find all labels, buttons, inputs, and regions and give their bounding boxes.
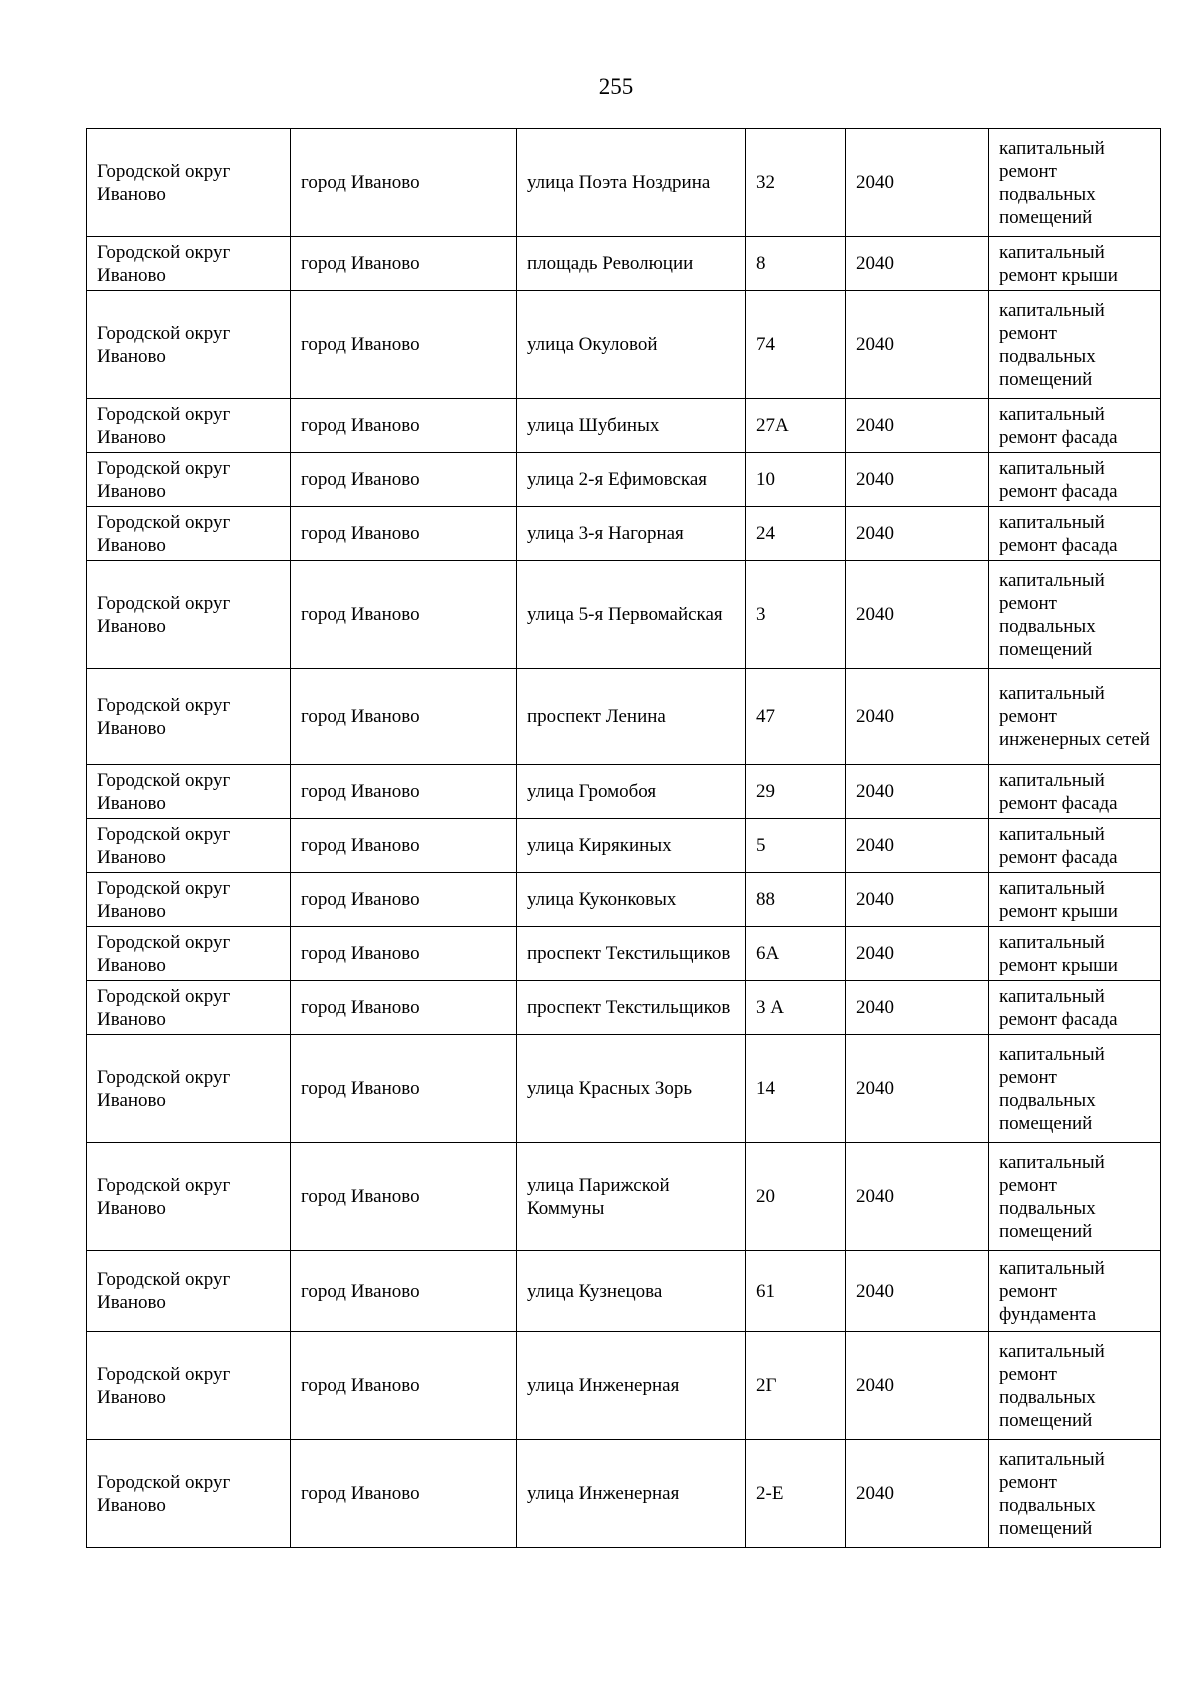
- table-row: [87, 399, 1161, 453]
- district-cell: Городской округ Иваново: [87, 819, 291, 873]
- work-type-cell: капитальный ремонт подвальных помещений: [989, 561, 1161, 669]
- work-type-cell: капитальный ремонт подвальных помещений: [989, 1440, 1161, 1548]
- district-cell: Городской округ Иваново: [87, 927, 291, 981]
- year-cell: 2040: [846, 453, 989, 507]
- work-type-cell: капитальный ремонт подвальных помещений: [989, 1035, 1161, 1143]
- year-cell: 2040: [846, 1332, 989, 1440]
- work-type-cell: капитальный ремонт фасада: [989, 981, 1161, 1035]
- district-cell: Городской округ Иваново: [87, 1143, 291, 1251]
- house-number-cell: 47: [746, 669, 846, 765]
- table-body: [87, 129, 1161, 1548]
- street-cell: проспект Ленина: [517, 669, 746, 765]
- year-cell: 2040: [846, 237, 989, 291]
- city-cell: город Иваново: [291, 765, 517, 819]
- table-row: [87, 873, 1161, 927]
- year-cell: 2040: [846, 981, 989, 1035]
- year-cell: 2040: [846, 561, 989, 669]
- district-cell: Городской округ Иваново: [87, 129, 291, 237]
- table-row: [87, 1332, 1161, 1440]
- work-type-cell: капитальный ремонт крыши: [989, 873, 1161, 927]
- house-number-cell: 24: [746, 507, 846, 561]
- table-row: [87, 1440, 1161, 1548]
- house-number-cell: 61: [746, 1251, 846, 1332]
- street-cell: площадь Революции: [517, 237, 746, 291]
- house-number-cell: 6А: [746, 927, 846, 981]
- table-row: [87, 453, 1161, 507]
- repair-schedule-table: [86, 128, 1161, 1548]
- work-type-cell: капитальный ремонт инженерных сетей: [989, 669, 1161, 765]
- district-cell: Городской округ Иваново: [87, 561, 291, 669]
- district-cell: Городской округ Иваново: [87, 765, 291, 819]
- street-cell: улица 2-я Ефимовская: [517, 453, 746, 507]
- city-cell: город Иваново: [291, 669, 517, 765]
- house-number-cell: 2Г: [746, 1332, 846, 1440]
- table-row: [87, 819, 1161, 873]
- work-type-cell: капитальный ремонт подвальных помещений: [989, 291, 1161, 399]
- street-cell: проспект Текстильщиков: [517, 981, 746, 1035]
- house-number-cell: 2-Е: [746, 1440, 846, 1548]
- house-number-cell: 14: [746, 1035, 846, 1143]
- city-cell: город Иваново: [291, 291, 517, 399]
- table-row: [87, 507, 1161, 561]
- work-type-cell: капитальный ремонт фундамента: [989, 1251, 1161, 1332]
- year-cell: 2040: [846, 1035, 989, 1143]
- city-cell: город Иваново: [291, 927, 517, 981]
- district-cell: Городской округ Иваново: [87, 453, 291, 507]
- year-cell: 2040: [846, 765, 989, 819]
- year-cell: 2040: [846, 873, 989, 927]
- year-cell: 2040: [846, 129, 989, 237]
- year-cell: 2040: [846, 1440, 989, 1548]
- year-cell: 2040: [846, 507, 989, 561]
- year-cell: 2040: [846, 819, 989, 873]
- city-cell: город Иваново: [291, 1440, 517, 1548]
- city-cell: город Иваново: [291, 507, 517, 561]
- year-cell: 2040: [846, 1251, 989, 1332]
- district-cell: Городской округ Иваново: [87, 981, 291, 1035]
- street-cell: улица Кирякиных: [517, 819, 746, 873]
- district-cell: Городской округ Иваново: [87, 1035, 291, 1143]
- city-cell: город Иваново: [291, 873, 517, 927]
- city-cell: город Иваново: [291, 1251, 517, 1332]
- table-row: [87, 927, 1161, 981]
- city-cell: город Иваново: [291, 1332, 517, 1440]
- house-number-cell: 20: [746, 1143, 846, 1251]
- work-type-cell: капитальный ремонт фасада: [989, 453, 1161, 507]
- street-cell: улица Окуловой: [517, 291, 746, 399]
- house-number-cell: 3 А: [746, 981, 846, 1035]
- year-cell: 2040: [846, 399, 989, 453]
- house-number-cell: 27А: [746, 399, 846, 453]
- city-cell: город Иваново: [291, 819, 517, 873]
- house-number-cell: 74: [746, 291, 846, 399]
- work-type-cell: капитальный ремонт фасада: [989, 819, 1161, 873]
- city-cell: город Иваново: [291, 453, 517, 507]
- table-row: [87, 129, 1161, 237]
- district-cell: Городской округ Иваново: [87, 873, 291, 927]
- year-cell: 2040: [846, 669, 989, 765]
- table-row: [87, 291, 1161, 399]
- year-cell: 2040: [846, 927, 989, 981]
- district-cell: Городской округ Иваново: [87, 669, 291, 765]
- street-cell: улица Поэта Ноздрина: [517, 129, 746, 237]
- street-cell: улица Инженерная: [517, 1440, 746, 1548]
- table-row: [87, 669, 1161, 765]
- work-type-cell: капитальный ремонт подвальных помещений: [989, 1332, 1161, 1440]
- house-number-cell: 3: [746, 561, 846, 669]
- city-cell: город Иваново: [291, 981, 517, 1035]
- district-cell: Городской округ Иваново: [87, 237, 291, 291]
- work-type-cell: капитальный ремонт фасада: [989, 507, 1161, 561]
- district-cell: Городской округ Иваново: [87, 399, 291, 453]
- street-cell: проспект Текстильщиков: [517, 927, 746, 981]
- house-number-cell: 88: [746, 873, 846, 927]
- district-cell: Городской округ Иваново: [87, 1440, 291, 1548]
- city-cell: город Иваново: [291, 1143, 517, 1251]
- street-cell: улица Шубиных: [517, 399, 746, 453]
- house-number-cell: 5: [746, 819, 846, 873]
- street-cell: улица Громобоя: [517, 765, 746, 819]
- street-cell: улица Красных Зорь: [517, 1035, 746, 1143]
- street-cell: улица Куконковых: [517, 873, 746, 927]
- house-number-cell: 8: [746, 237, 846, 291]
- work-type-cell: капитальный ремонт подвальных помещений: [989, 1143, 1161, 1251]
- district-cell: Городской округ Иваново: [87, 291, 291, 399]
- work-type-cell: капитальный ремонт крыши: [989, 237, 1161, 291]
- year-cell: 2040: [846, 291, 989, 399]
- house-number-cell: 10: [746, 453, 846, 507]
- table-row: [87, 765, 1161, 819]
- table-row: [87, 561, 1161, 669]
- street-cell: улица Парижской Коммуны: [517, 1143, 746, 1251]
- page-number: 255: [598, 74, 634, 99]
- city-cell: город Иваново: [291, 561, 517, 669]
- work-type-cell: капитальный ремонт фасада: [989, 399, 1161, 453]
- street-cell: улица Инженерная: [517, 1332, 746, 1440]
- city-cell: город Иваново: [291, 399, 517, 453]
- table-row: [87, 981, 1161, 1035]
- table-row: [87, 1035, 1161, 1143]
- street-cell: улица Кузнецова: [517, 1251, 746, 1332]
- table-row: [87, 1251, 1161, 1332]
- table-row: [87, 1143, 1161, 1251]
- city-cell: город Иваново: [291, 237, 517, 291]
- district-cell: Городской округ Иваново: [87, 507, 291, 561]
- house-number-cell: 29: [746, 765, 846, 819]
- city-cell: город Иваново: [291, 1035, 517, 1143]
- street-cell: улица 5-я Первомайская: [517, 561, 746, 669]
- year-cell: 2040: [846, 1143, 989, 1251]
- work-type-cell: капитальный ремонт подвальных помещений: [989, 129, 1161, 237]
- table-row: [87, 237, 1161, 291]
- district-cell: Городской округ Иваново: [87, 1251, 291, 1332]
- city-cell: город Иваново: [291, 129, 517, 237]
- house-number-cell: 32: [746, 129, 846, 237]
- work-type-cell: капитальный ремонт крыши: [989, 927, 1161, 981]
- street-cell: улица 3-я Нагорная: [517, 507, 746, 561]
- district-cell: Городской округ Иваново: [87, 1332, 291, 1440]
- work-type-cell: капитальный ремонт фасада: [989, 765, 1161, 819]
